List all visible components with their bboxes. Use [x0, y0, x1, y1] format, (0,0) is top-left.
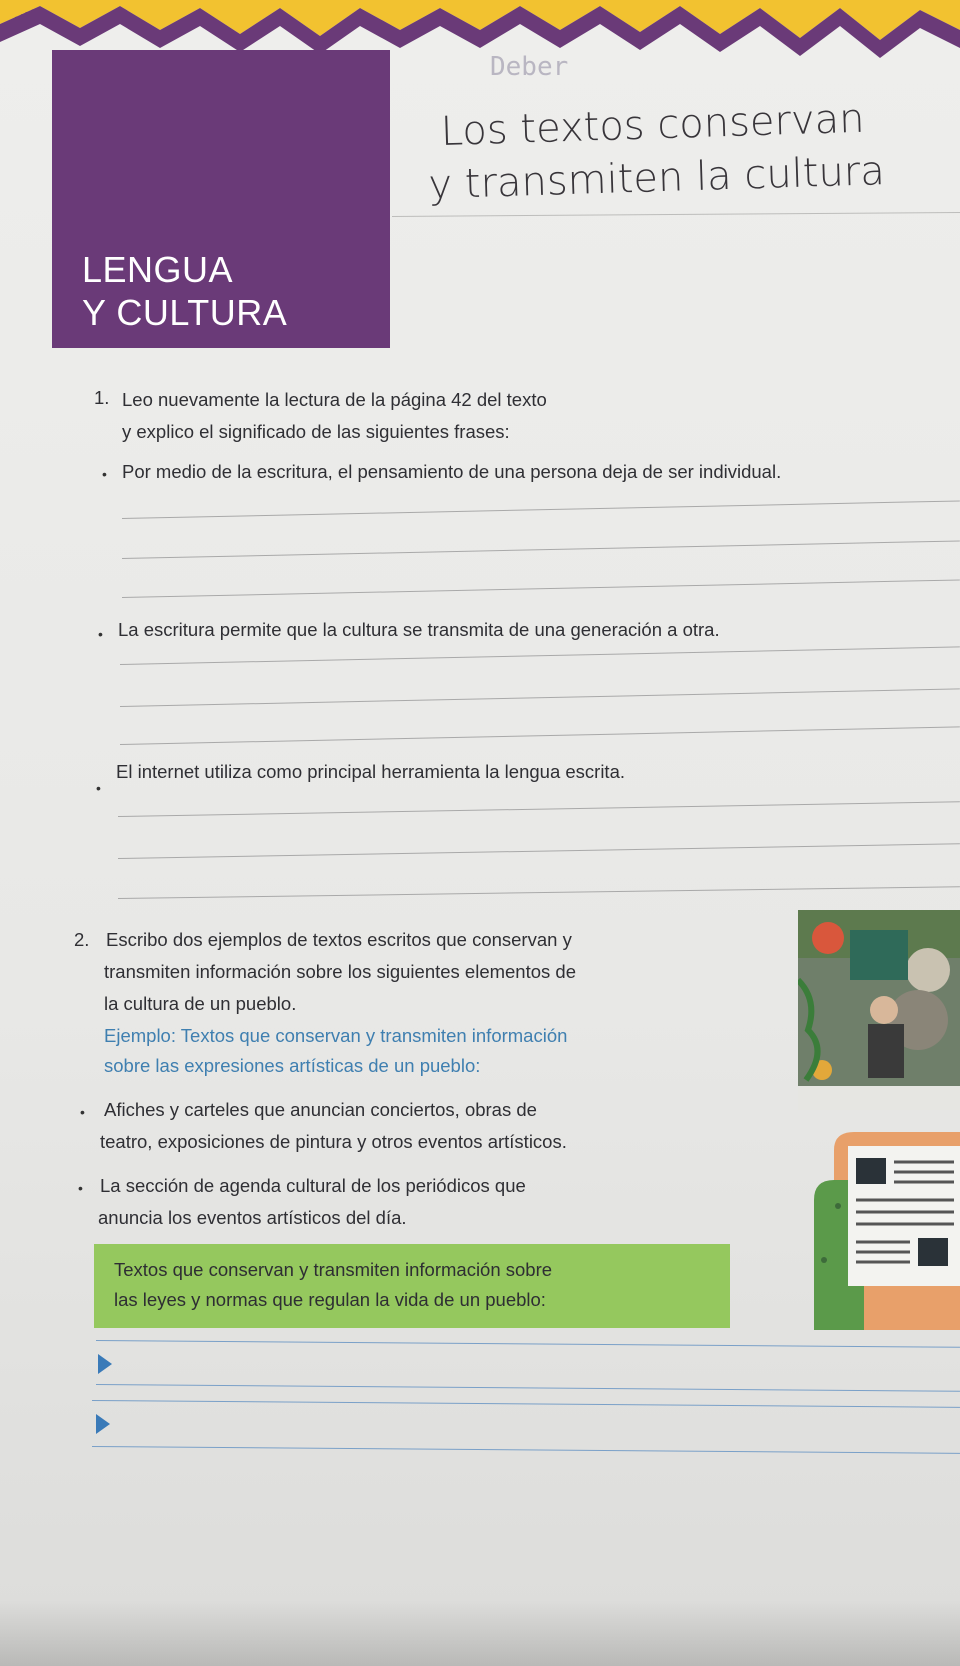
q2-instruction-line3: la cultura de un pueblo. — [104, 993, 297, 1014]
newspaper-agenda-image — [814, 1130, 960, 1330]
example-item-1-line1: Afiches y carteles que anuncian conciertos, obras de — [104, 1099, 537, 1120]
title-rule — [392, 212, 960, 217]
q1-phrase-2: La escritura permite que la cultura se transmita de una generación a otra. — [118, 619, 720, 640]
example-heading-line1: Ejemplo: Textos que conservan y transmiten información — [104, 1025, 568, 1046]
answer-line[interactable] — [92, 1400, 960, 1408]
answer-line[interactable] — [122, 540, 960, 559]
example-item-1-line2: teatro, exposiciones de pintura y otros eventos artísticos. — [100, 1131, 567, 1152]
q1-phrase-1: Por medio de la escritura, el pensamiento de una persona deja de ser individual. — [122, 461, 782, 482]
bullet: • — [96, 780, 101, 796]
arrow-bullet-icon — [96, 1414, 110, 1434]
example-item-2-line2: anuncia los eventos artísticos del día. — [98, 1207, 407, 1228]
laws-norms-banner — [94, 1244, 730, 1328]
answer-line[interactable] — [118, 886, 960, 899]
answer-line[interactable] — [96, 1384, 960, 1392]
handwritten-note: Deber — [490, 52, 569, 82]
banner-line1: Textos que conservan y transmiten información sobre — [114, 1259, 553, 1280]
q2-number: 2. — [74, 929, 90, 950]
q1-instruction-line2: y explico el significado de las siguientes frases: — [122, 421, 510, 442]
answer-line[interactable] — [118, 843, 960, 859]
answer-line[interactable] — [118, 801, 960, 817]
q2-instruction-line1: Escribo dos ejemplos de textos escritos que conservan y — [106, 929, 572, 950]
bullet: • — [80, 1104, 85, 1120]
q1-instruction-line1: Leo nuevamente la lectura de la página 42 del texto — [122, 389, 547, 410]
q2-instruction-line2: transmiten información sobre los siguientes elementos de — [104, 961, 576, 982]
bullet: • — [102, 466, 107, 482]
q1-phrase-3: El internet utiliza como principal herramienta la lengua escrita. — [116, 761, 626, 782]
answer-line[interactable] — [96, 1340, 960, 1348]
page-bottom-shadow — [0, 1600, 960, 1666]
concert-poster-image — [798, 910, 960, 1110]
q1-number: 1. — [94, 387, 110, 408]
answer-line[interactable] — [122, 579, 960, 598]
bullet: • — [98, 626, 103, 642]
answer-line[interactable] — [120, 646, 960, 665]
section-title: LENGUA Y CULTURA — [82, 249, 288, 333]
bullet: • — [78, 1180, 83, 1196]
answer-line[interactable] — [92, 1446, 960, 1454]
arrow-bullet-icon — [98, 1354, 112, 1374]
lesson-title: Los textos conservan y transmiten la cultura — [427, 95, 886, 209]
example-item-2-line1: La sección de agenda cultural de los periódicos que — [100, 1175, 526, 1196]
answer-line[interactable] — [120, 688, 960, 707]
banner-line2: las leyes y normas que regulan la vida de un pueblo: — [114, 1289, 546, 1310]
answer-line[interactable] — [120, 726, 960, 745]
answer-line[interactable] — [122, 500, 960, 519]
example-heading-line2: sobre las expresiones artísticas de un pueblo: — [104, 1055, 481, 1076]
